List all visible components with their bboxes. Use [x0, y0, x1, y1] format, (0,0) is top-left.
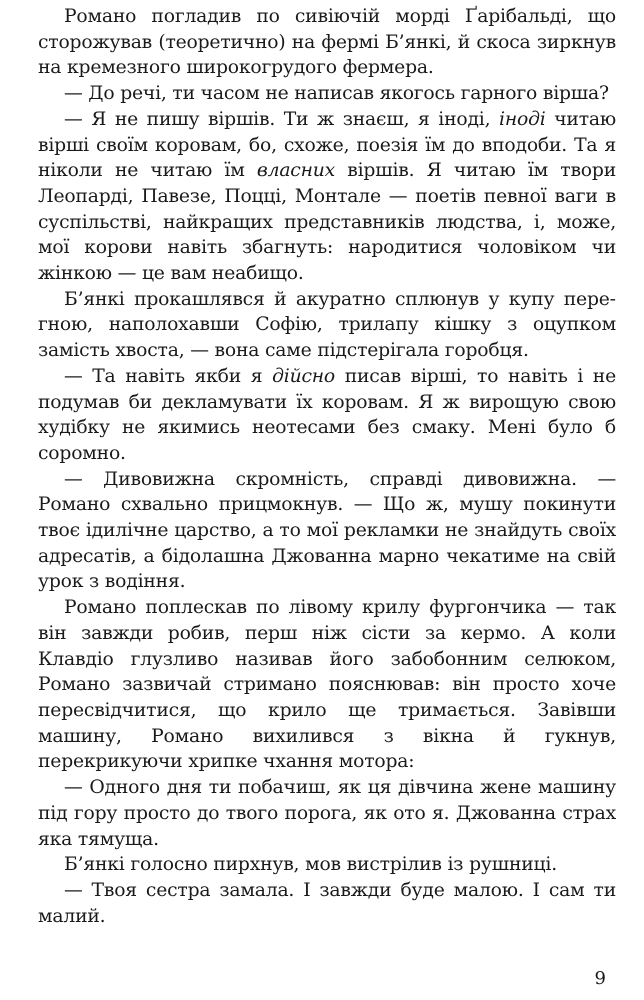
paragraph: [38, 364, 616, 467]
paragraph: [38, 467, 616, 596]
text-segment: — Та навіть якби я: [64, 365, 273, 387]
text-segment: Романо погладив по сивіючій морді Ґарібальді, що сторожував (теоретично) на фермі Б’янкі, й скоса зиркнув на кремезного широкогрудого фермера.: [38, 6, 616, 79]
paragraph: [38, 287, 616, 364]
text-segment: — Я не пишу віршів. Ти ж знаєш, я іноді,: [64, 108, 500, 130]
text-segment: Б’янкі прокашлявся й акуратно сплюнув у купу перегною, наполохавши Софію, трилапу кішку з оцупком замість хвоста, — вона саме підстерігала горобця.: [38, 288, 616, 362]
paragraph: [38, 81, 616, 107]
text-segment: — Дивовижна скромність, справді дивовижна. — Романо схвально прицмокнув. — Що ж, мушу покинути твоє ідилічне царство, а то мої рекламки не знайдуть своїх адресатів, а бідолашна Джованна марно чекатиме на свій урок з водіння.: [38, 468, 616, 593]
paragraph: [38, 775, 616, 852]
paragraph: [38, 107, 616, 287]
text-segment: — Твоя сестра замала. І завжди буде малою. І сам ти малий.: [38, 879, 616, 927]
emphasized-text: дійсно: [272, 365, 335, 387]
text-segment: читаю вірші своїм коровам, бо, схоже, поезія їм до вподоби. Та я ніколи не читаю їм: [38, 108, 616, 182]
text-segment: — Одного дня ти побачиш, як ця дівчина жене машину під гору просто до твого порога, як ото я. Джованна страх яка тямуща.: [38, 777, 616, 850]
body-text: [38, 4, 616, 929]
paragraph: [38, 852, 616, 878]
text-segment: віршів. Я читаю їм твори Леопарді, Павезе, Поцці, Монтале — поетів певної ваги в суспільстві, найкращих представників людства, і, може, мої корови навіть збагнуть: народитися чоловіком чи жінкою — це вам неабищо.: [38, 160, 616, 285]
text-segment: писав вірші, то навіть і не подумав би декламувати їх коровам. Я ж вирощую свою худібку не якимись неотесами без смаку. Мені було б соромно.: [38, 365, 617, 464]
paragraph: [38, 4, 616, 81]
paragraph: [38, 878, 616, 929]
emphasized-text: іноді: [499, 108, 546, 130]
paragraph: [38, 595, 616, 775]
text-segment: Б’янкі голосно пирхнув, мов вистрілив із рушниці.: [64, 854, 557, 876]
text-segment: — До речі, ти часом не написав якогось гарного вірша?: [64, 83, 609, 105]
text-segment: Романо поплескав по лівому крилу фургончика — так він завжди робив, перш ніж сісти за кермо. А коли Клавдіо глузливо називав його забобонним селюком, Романо зазвичай стримано пояснював: він просто хоче пересвідчитися, що крило ще тримається. Завівши машину, Романо вихилився з вікна й гукнув, перекрикуючи хрипке чхання мотора:: [38, 597, 616, 773]
page-number: 9: [594, 968, 606, 989]
emphasized-text: власних: [256, 160, 336, 182]
